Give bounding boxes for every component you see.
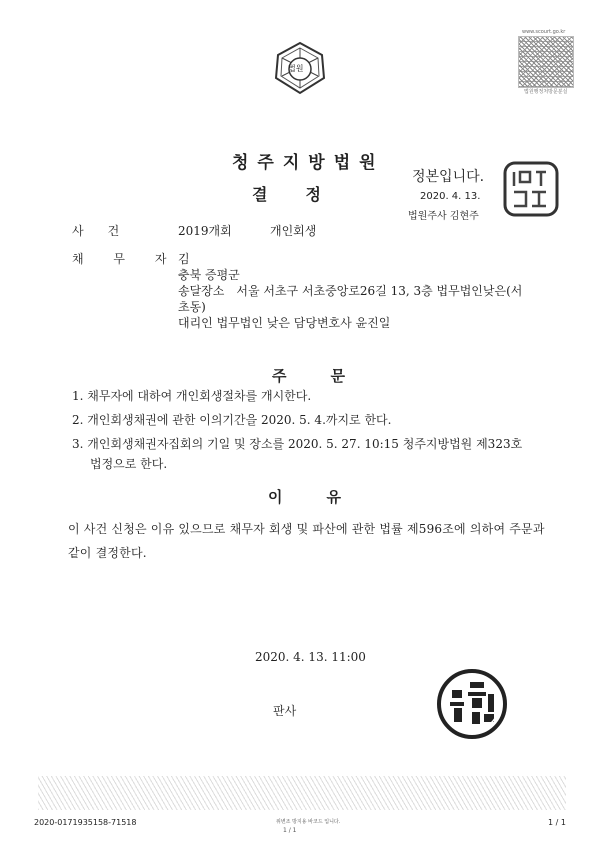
order-heading: 주문	[272, 367, 389, 385]
case-label: 사 건	[72, 224, 120, 238]
debtor-name: 김	[178, 252, 190, 266]
debtor-address: 충북 증평군	[178, 268, 240, 282]
page-number-center: 1 / 1	[283, 827, 297, 834]
order-item: 3. 개인회생채권자집회의 기일 및 장소를 2020. 5. 27. 10:15 청주지방법원 제323호	[72, 437, 523, 451]
emblem-text: 법원	[288, 64, 304, 73]
qr-url: www.scourt.go.kr	[522, 29, 566, 35]
reason-text: 이 사건 신청은 이유 있으므로 채무자 회생 및 파산에 관한 법률 제596조에 의하여 주문과 같이 결정한다.	[68, 522, 545, 560]
reason-heading: 이유	[268, 488, 385, 506]
qr-caption: 법원행정처방문분실	[524, 89, 568, 95]
service-address-line2: 초동)	[178, 300, 206, 314]
service-address-line1: 송달장소 서울 서초구 서초중앙로26길 13, 3층 법무법인낮은(서	[178, 284, 523, 298]
court-name: 청주지방법원	[232, 153, 385, 173]
certified-copy-label: 정본입니다.	[412, 169, 485, 185]
anti-forgery-barcode	[38, 776, 566, 810]
page-number-right: 1 / 1	[548, 818, 566, 827]
judge-label: 판사	[273, 704, 297, 718]
document-id: 2020-0171935158-71518	[34, 818, 137, 827]
clerk-seal-stamp-icon	[502, 160, 560, 218]
footer-note: 위변조 방지용 바코드 입니다.	[276, 819, 341, 825]
document-title: 결정	[252, 185, 359, 204]
order-item: 2. 개인회생채권에 관한 이의기간을 2020. 5. 4.까지로 한다.	[72, 413, 392, 427]
debtor-representative: 대리인 법무법인 낮은 담당변호사 윤진일	[178, 316, 391, 330]
judge-seal-stamp-icon	[436, 668, 508, 740]
debtor-label: 채 무 자	[72, 252, 180, 266]
order-item-continued: 법정으로 한다.	[90, 457, 168, 471]
certification-clerk: 법원주사 김현주	[408, 211, 479, 222]
order-item: 1. 채무자에 대하여 개인회생절차를 개시한다.	[72, 389, 312, 403]
qr-code-icon[interactable]	[518, 36, 574, 88]
decision-date: 2020. 4. 13. 11:00	[255, 650, 366, 664]
certification-date: 2020. 4. 13.	[420, 191, 481, 202]
case-type: 개인회생	[270, 224, 317, 238]
case-number: 2019개회	[178, 224, 232, 238]
